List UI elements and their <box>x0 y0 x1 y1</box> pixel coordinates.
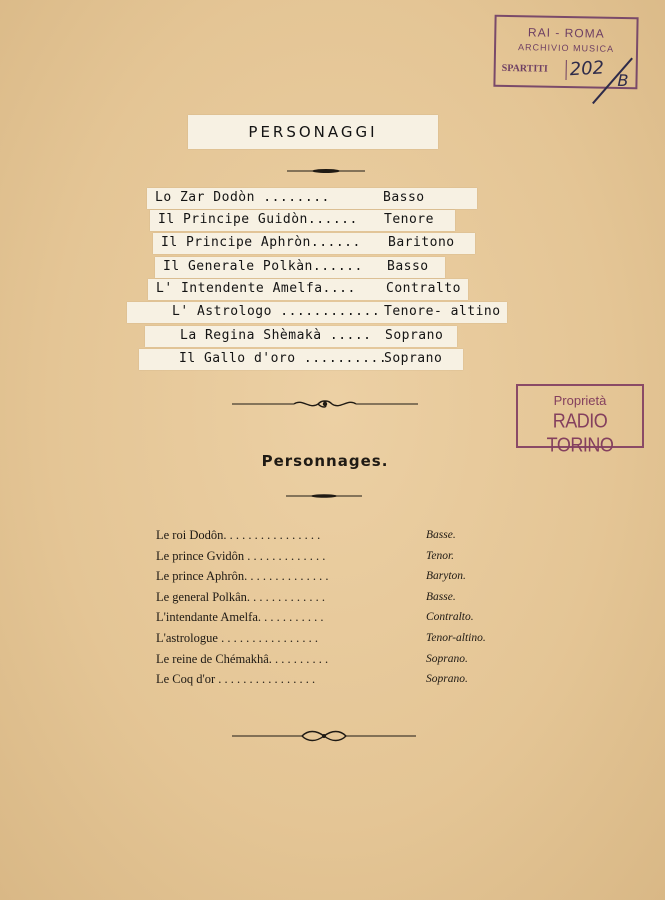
cast-voice: Baryton. <box>426 570 466 583</box>
stamp-rai-line1: RAI - ROMA <box>527 25 605 41</box>
cast-voice: Basso <box>383 190 425 205</box>
cast-voice: Tenor. <box>426 549 455 562</box>
cast-row-it <box>147 188 477 209</box>
small-ornament-2 <box>284 490 364 502</box>
cast-role: L' Astrologo ............ <box>172 304 381 319</box>
stamp-rai-label: SPARTITI <box>501 62 548 75</box>
stamp-rai-suffix: B <box>617 70 629 91</box>
cast-role: L' Intendente Amelfa.... <box>156 281 356 296</box>
cast-voice: Soprano. <box>426 652 468 665</box>
personaggi-title: PERSONAGGI <box>188 115 438 149</box>
cast-role: Il Principe Aphròn...... <box>161 235 361 250</box>
cast-row-it <box>145 326 457 347</box>
stamp-rai-number: 202 <box>569 57 605 81</box>
list-item <box>156 525 516 546</box>
ornamental-divider-2 <box>232 728 416 744</box>
ornamental-divider-1 <box>232 396 418 412</box>
cast-role: Le prince Aphrôn. . . . . . . . . . . . . . <box>156 569 329 584</box>
cast-voice: Tenor-altino. <box>426 631 486 644</box>
radio-torino-stamp <box>516 384 644 456</box>
personnages-title: Personnages. <box>261 452 389 470</box>
cast-voice: Contralto <box>386 281 461 296</box>
cast-row-it <box>148 279 468 300</box>
list-item <box>156 566 516 587</box>
cast-role: Il Generale Polkàn...... <box>163 259 363 274</box>
cast-voice: Basse. <box>426 590 456 603</box>
cast-row-it <box>139 349 463 370</box>
cast-row-it <box>150 210 455 231</box>
list-item <box>156 546 516 567</box>
cast-role: Le roi Dodôn. . . . . . . . . . . . . . . . <box>156 528 321 542</box>
cast-voice: Tenore <box>384 212 434 227</box>
small-ornament-1 <box>285 164 367 178</box>
cast-voice: Basse. <box>426 529 456 541</box>
stamp-torino-line2: RADIO TORINO <box>546 408 614 456</box>
cast-voice: Soprano <box>384 351 443 366</box>
rai-archive-stamp <box>493 15 638 90</box>
list-item <box>156 607 516 628</box>
cast-voice: Tenore- altino <box>384 304 501 319</box>
cast-role: Il Principe Guidòn...... <box>158 212 358 227</box>
list-item <box>156 587 516 608</box>
list-item <box>156 649 516 670</box>
cast-row-it <box>155 257 445 278</box>
cast-voice: Soprano <box>385 328 444 343</box>
cast-role: Le Coq d'or . . . . . . . . . . . . . . . . <box>156 672 316 687</box>
stamp-torino-line1: Proprietà <box>553 393 607 408</box>
list-item <box>156 669 516 690</box>
cast-role: Le reine de Chémakhâ. . . . . . . . . . <box>156 651 329 666</box>
french-cast-list <box>156 525 516 690</box>
cast-role: L'intendante Amelfa. . . . . . . . . . . <box>156 610 324 625</box>
cast-role: Le general Polkân. . . . . . . . . . . . . <box>156 589 326 604</box>
cast-voice: Basso <box>387 259 429 274</box>
list-item <box>156 628 516 649</box>
cast-role: La Regina Shèmakà ..... <box>180 328 372 343</box>
cast-voice: Contralto. <box>426 611 474 624</box>
cast-role: Le prince Gvidôn . . . . . . . . . . . . . <box>156 548 326 563</box>
stamp-rai-line2: ARCHIVIO MUSICA <box>517 42 615 54</box>
cast-role: L'astrologue . . . . . . . . . . . . . . . . <box>156 630 318 645</box>
cast-voice: Baritono <box>388 235 455 250</box>
cast-role: Lo Zar Dodòn ........ <box>155 190 330 205</box>
cast-role: Il Gallo d'oro .......... <box>179 351 388 366</box>
cast-voice: Soprano. <box>426 673 468 686</box>
cast-row-it <box>153 233 475 254</box>
cast-row-it <box>127 302 507 323</box>
